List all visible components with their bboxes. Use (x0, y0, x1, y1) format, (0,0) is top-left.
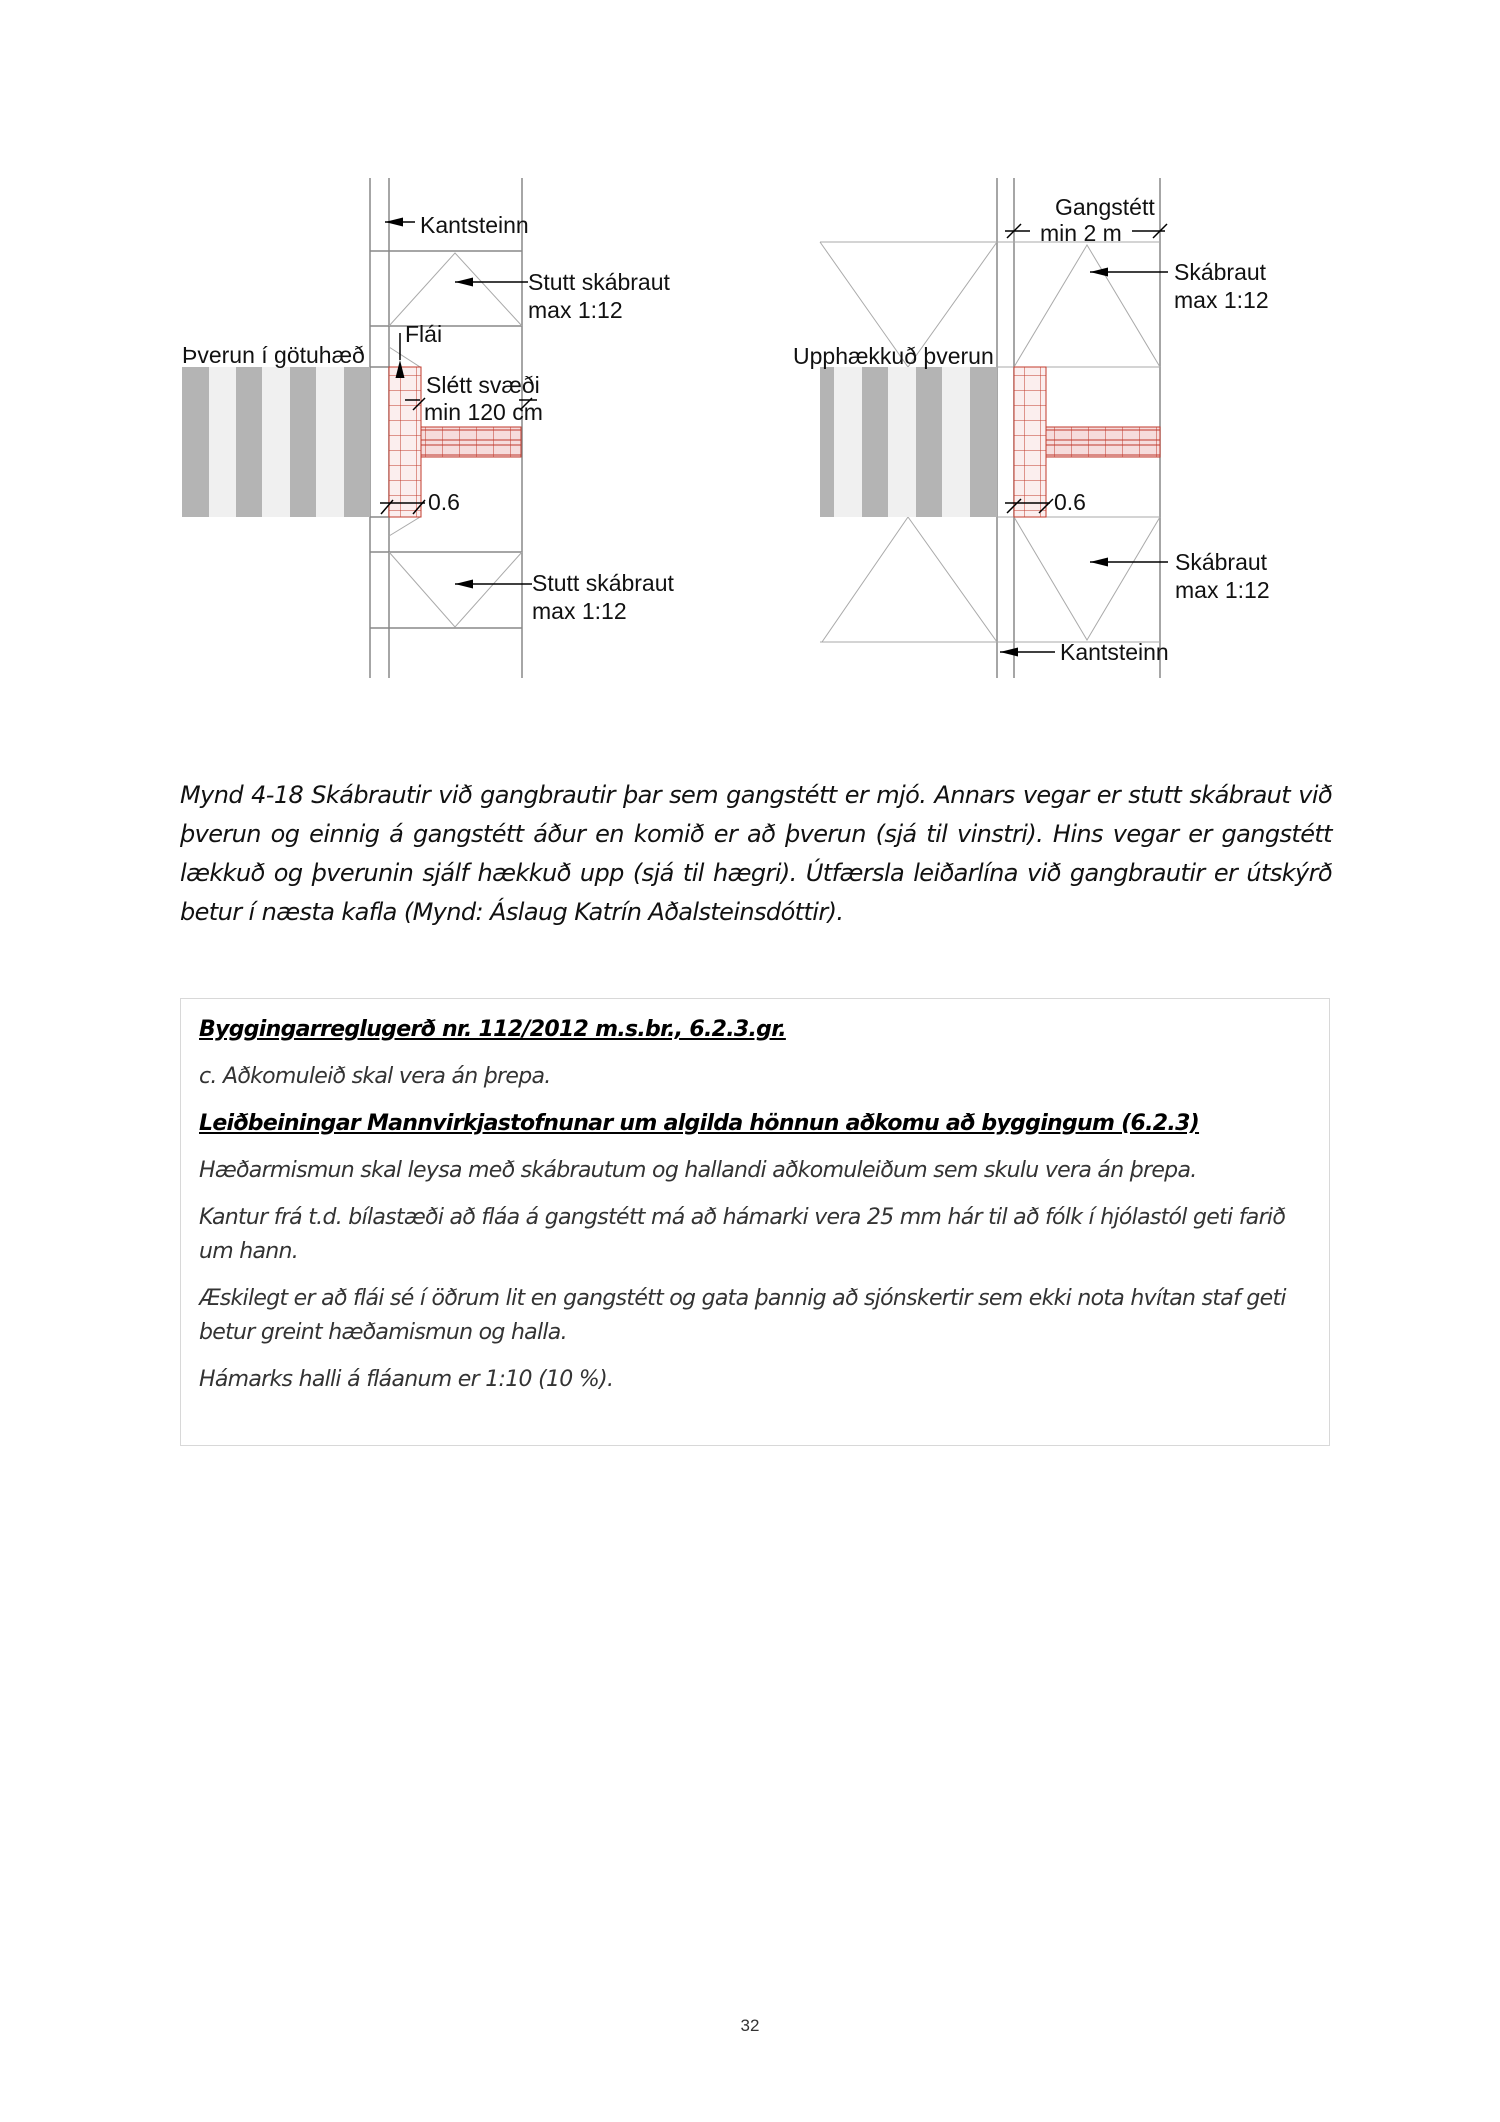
regulation-heading: Byggingarreglugerð nr. 112/2012 m.s.br., 6.2.3.gr. (199, 1017, 786, 1042)
label-ramp-top-right: Skábraut (1174, 259, 1267, 285)
label-dim-left: 0.6 (428, 489, 460, 515)
left-diagram (182, 178, 675, 678)
zebra-stripes (182, 367, 370, 517)
label-flat-area-min: min 120 cm (424, 399, 543, 425)
label-flat-area: Slétt svæði (426, 372, 540, 398)
label-crossing-left: Þverun í götuhæð (182, 342, 365, 368)
warning-tiles (389, 367, 421, 517)
label-sidewalk: Gangstétt (1055, 194, 1155, 220)
label-sidewalk-min: min 2 m (1040, 220, 1122, 246)
label-ramp-bottom-right: Skábraut (1175, 549, 1268, 575)
guide-line-tiles (421, 427, 521, 457)
regulation-item-c: c. Aðkomuleið skal vera án þrepa. (199, 1064, 551, 1089)
label-kantsteinn-right: Kantsteinn (1060, 639, 1169, 665)
guideline-paragraph: Hámarks halli á fláanum er 1:10 (10 %). (199, 1367, 614, 1392)
right-diagram (793, 178, 1270, 678)
warning-tiles-right (1014, 367, 1046, 517)
label-dim-right: 0.6 (1054, 489, 1086, 515)
guideline-paragraph: Hæðarmismun skal leysa með skábrautum og hallandi aðkomuleiðum sem skulu vera án þrepa. (199, 1158, 1197, 1183)
zebra-stripes-raised (820, 367, 997, 517)
label-crossing-right: Upphækkuð þverun (793, 343, 994, 369)
label-ramp-bottom-max-right: max 1:12 (1175, 577, 1270, 603)
guideline-paragraph: Kantur frá t.d. bílastæði að fláa á gangstétt má að hámarki vera 25 mm hár til að fólk í hjólastól geti farið um hann. (199, 1205, 1286, 1264)
label-ramp-top-left: Stutt skábraut (528, 269, 670, 295)
guideline-paragraph: Æskilegt er að flái sé í öðrum lit en gangstétt og gata þannig að sjónskertir sem ekki nota hvítan staf geti betur greint hæðamismun og halla. (199, 1286, 1286, 1345)
crossing-diagram-figure (0, 0, 1500, 770)
guidelines-heading: Leiðbeiningar Mannvirkjastofnunar um algilda hönnun aðkomu að byggingum (6.2.3) (199, 1111, 1200, 1136)
label-ramp-bottom-max-left: max 1:12 (532, 598, 627, 624)
label-flai: Flái (405, 321, 443, 347)
label-ramp-top-max-right: max 1:12 (1174, 287, 1269, 313)
page-number: 32 (740, 2016, 760, 2035)
guide-line-tiles-right (1046, 427, 1160, 457)
label-ramp-bottom-left: Stutt skábraut (532, 570, 674, 596)
figure-caption: Mynd 4-18 Skábrautir við gangbrautir þar sem gangstétt er mjó. Annars vegar er stutt skábraut við þverun og einnig á gangstétt áður en komið er að þverun (sjá til vinstri). Hins vegar er gangstétt lækkuð og þverunin sjálf hækkuð upp (sjá til hægri). Útfærsla leiðarlína við gangbrautir er útskýrð betur í næsta kafla (Mynd: Áslaug Katrín Aðalsteinsdóttir). (180, 781, 1332, 926)
label-ramp-top-max-left: max 1:12 (528, 297, 623, 323)
label-kantsteinn-left: Kantsteinn (420, 212, 529, 238)
regulation-box (180, 998, 1330, 1446)
